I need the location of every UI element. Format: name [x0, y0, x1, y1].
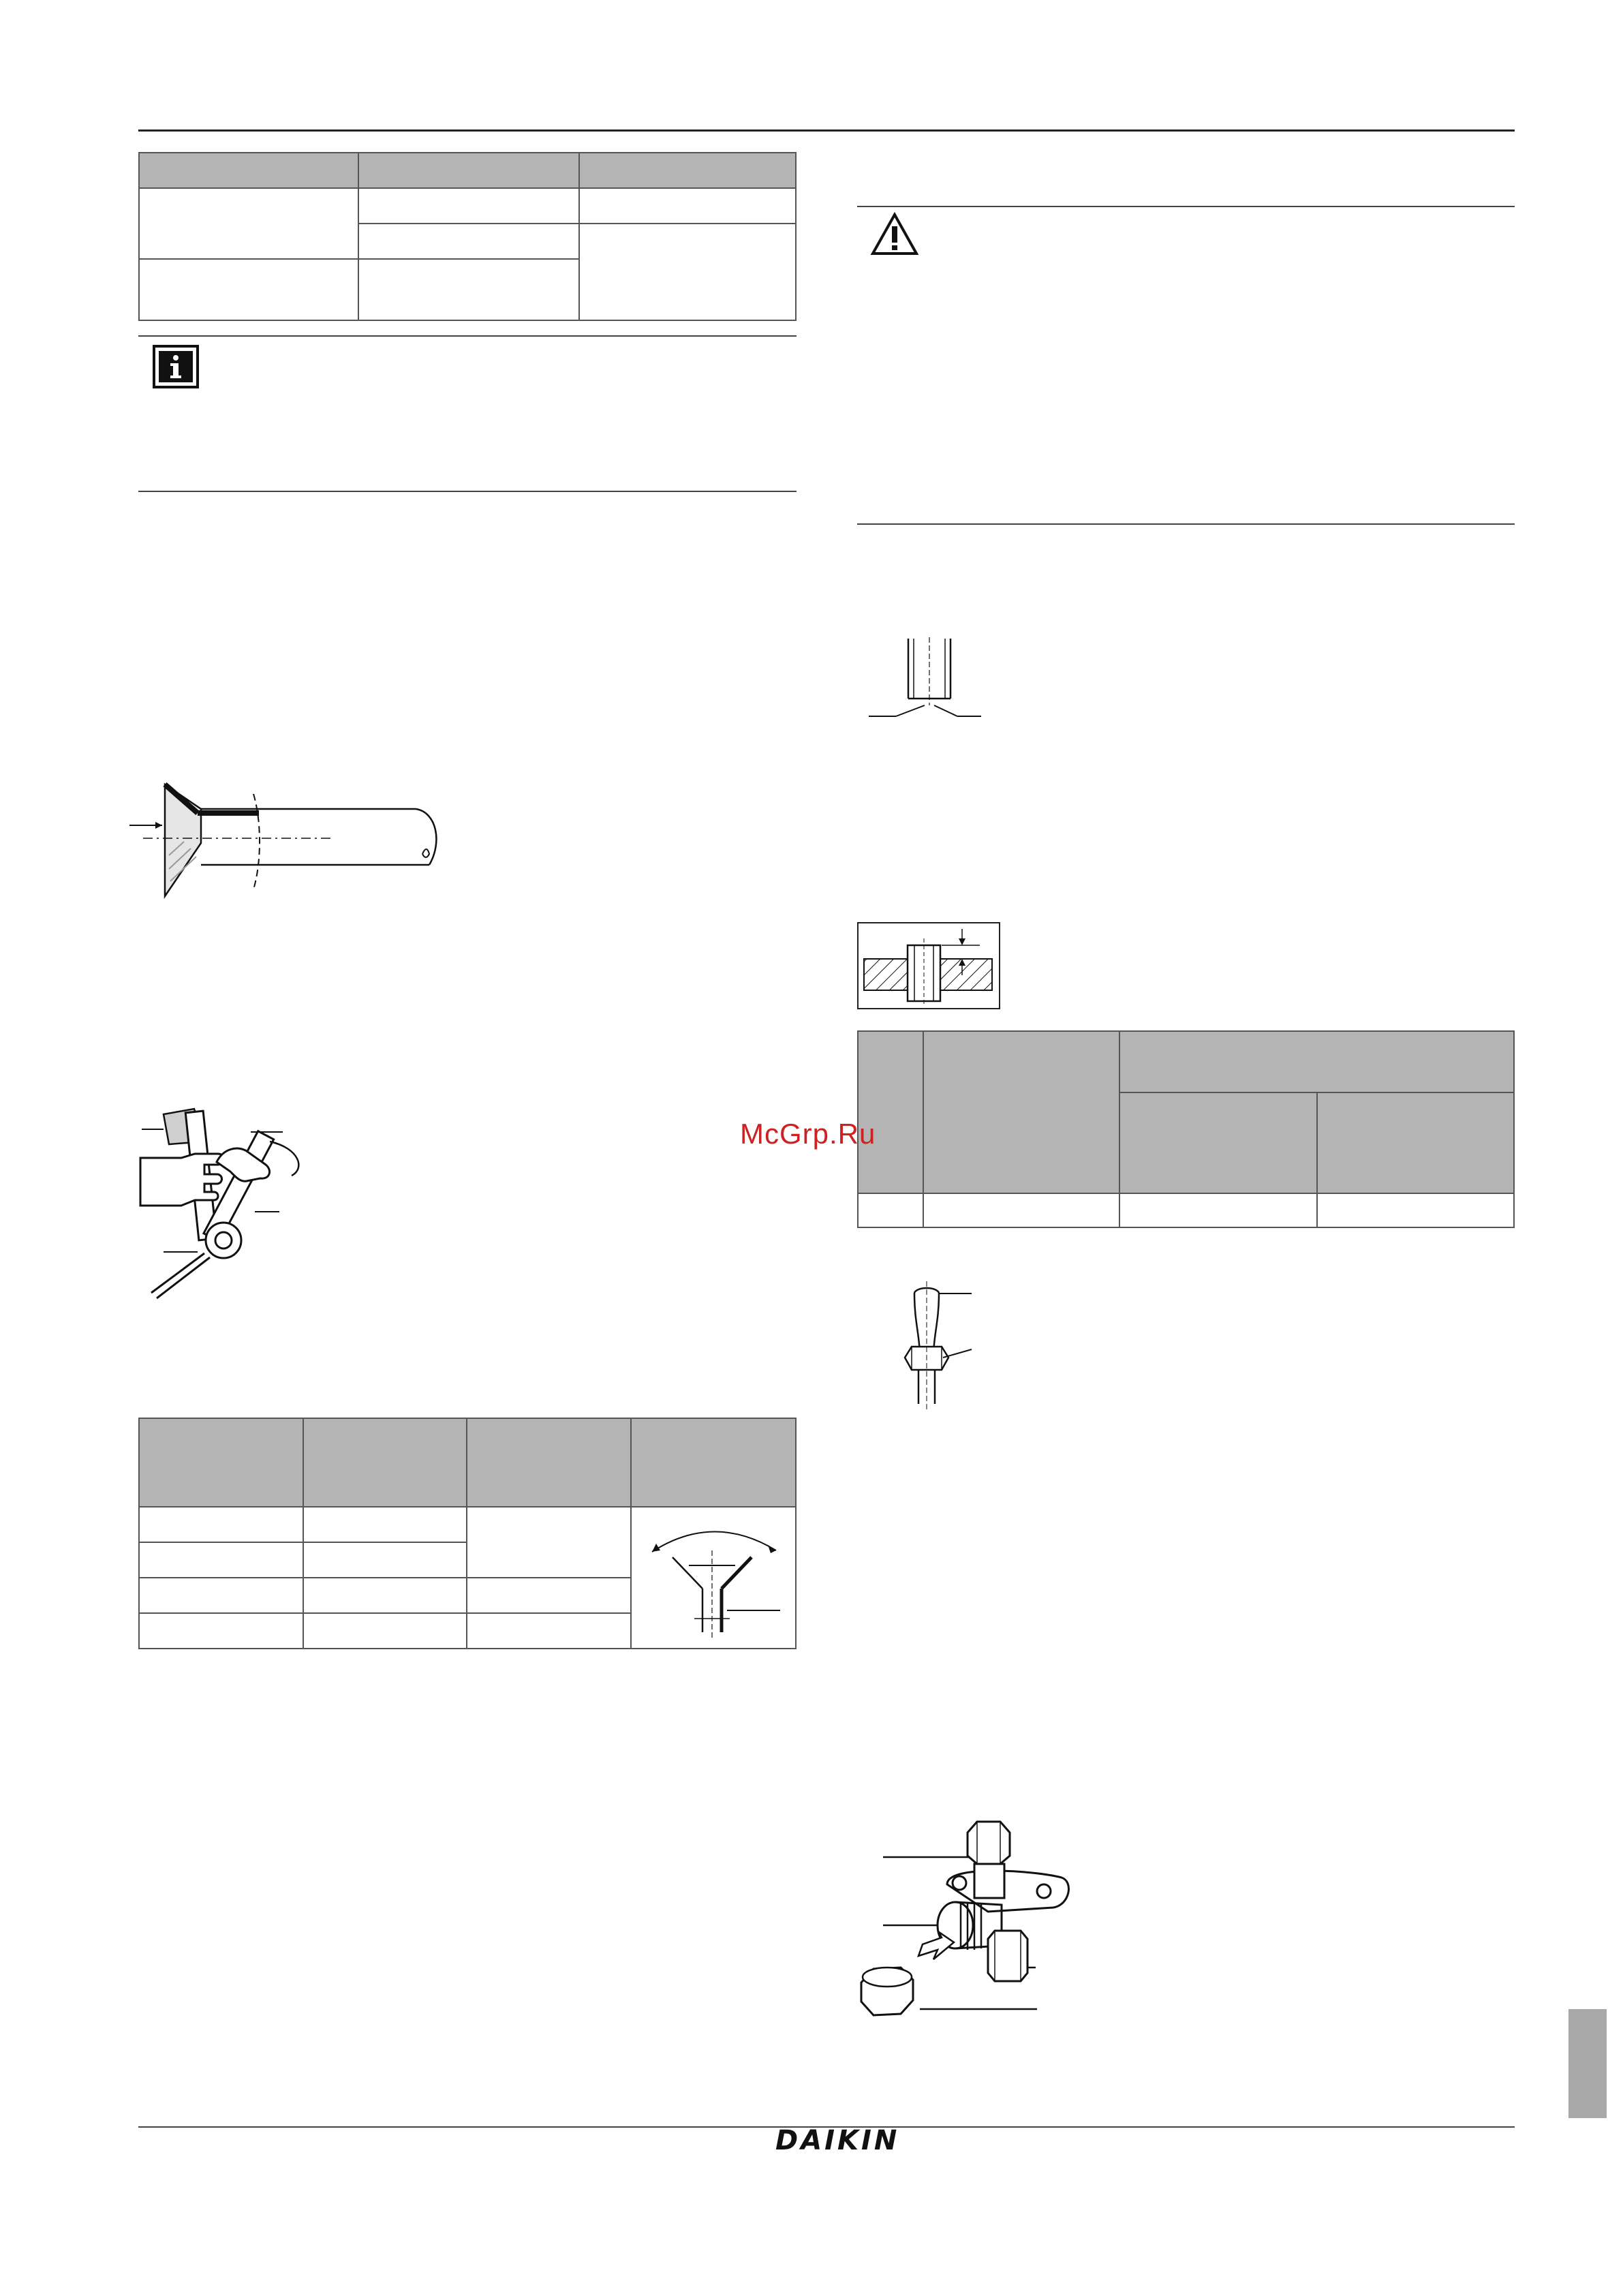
- pipe-cut-illustration: [869, 637, 991, 726]
- info-icon: [153, 345, 199, 388]
- flare-dimension-table: [138, 1418, 797, 1649]
- daikin-logo: DAIKIN: [775, 2125, 900, 2156]
- table-header-cell: [467, 1418, 631, 1507]
- table-header-cell: [303, 1418, 467, 1507]
- table-header-cell: [1317, 1092, 1514, 1193]
- table-header-cell: [858, 1031, 923, 1193]
- flare-nut-illustration: [872, 1281, 981, 1411]
- section-side-tab: [1568, 2009, 1607, 2118]
- table-cell: [139, 1578, 303, 1613]
- flare-profile-diagram: [632, 1510, 795, 1646]
- table-header-cell: [579, 153, 796, 188]
- info-note-top-rule: [138, 335, 797, 337]
- table-cell: [579, 188, 796, 224]
- warning-triangle-icon: [871, 213, 918, 256]
- spec-table-top: [138, 152, 797, 321]
- table-cell: [1317, 1193, 1514, 1227]
- watermark: McGrp.Ru: [740, 1118, 876, 1150]
- warning-top-rule: [857, 206, 1515, 207]
- table-cell: [467, 1507, 631, 1578]
- table-cell: [139, 1613, 303, 1649]
- pipe-protrusion-illustration: [860, 925, 996, 1005]
- table-cell: [303, 1578, 467, 1613]
- spec-table-right: [857, 1030, 1515, 1228]
- table-cell: [579, 224, 796, 320]
- table-cell: [467, 1613, 631, 1649]
- table-header-cell: [139, 153, 358, 188]
- table-cell: [358, 259, 579, 320]
- table-cell: [139, 1507, 303, 1542]
- info-note-bottom-rule: [138, 491, 797, 492]
- table-header-cell: [923, 1031, 1119, 1193]
- table-cell: [303, 1613, 467, 1649]
- table-header-cell: [1119, 1092, 1317, 1193]
- table-cell: [467, 1578, 631, 1613]
- table-cell: [139, 188, 358, 259]
- stop-valve-illustration: [845, 1816, 1077, 2041]
- flare-pipe-illustration: [129, 780, 457, 903]
- table-cell: [303, 1507, 467, 1542]
- table-header-cell: [631, 1418, 796, 1507]
- table-cell: [858, 1193, 923, 1227]
- header-rule: [138, 129, 1515, 132]
- table-cell: [1119, 1193, 1317, 1227]
- table-cell: [303, 1542, 467, 1578]
- table-cell: [358, 224, 579, 259]
- wrench-tightening-illustration: [136, 1101, 320, 1305]
- table-header-cell: [358, 153, 579, 188]
- table-cell: [923, 1193, 1119, 1227]
- table-cell: [139, 1542, 303, 1578]
- warning-bottom-rule: [857, 523, 1515, 525]
- flare-profile-cell: [631, 1507, 796, 1649]
- table-header-cell: [1119, 1031, 1514, 1092]
- table-cell: [139, 259, 358, 320]
- table-cell: [358, 188, 579, 224]
- table-header-cell: [139, 1418, 303, 1507]
